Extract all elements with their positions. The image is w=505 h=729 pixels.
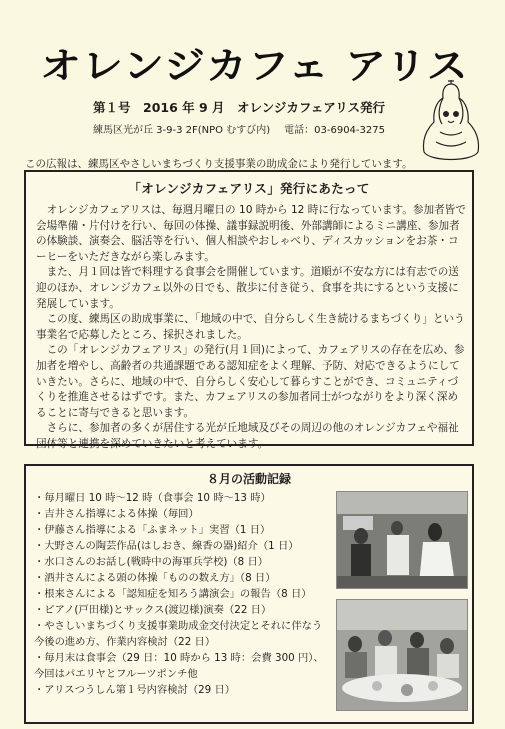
address-line bbox=[93, 121, 385, 136]
phone-text: 電話：03-6904-3275 bbox=[284, 125, 385, 136]
newsletter-title: オレンジカフェ アリス bbox=[40, 44, 469, 88]
intro-body bbox=[36, 203, 466, 453]
activities-heading: ８月の活動記録 bbox=[206, 472, 291, 486]
activities-list bbox=[34, 490, 330, 698]
list-item: ・酒井さんによる頭の体操「ものの数え方」（8 日） bbox=[34, 572, 276, 584]
list-item: ・やさしいまちづくり支援事業助成金交付決定とそれに伴なう今後の進め方、作業内容検討（22 日） bbox=[34, 620, 323, 648]
list-item: ・大野さんの陶芸作品(はしおき、線香の器)紹介（1 日） bbox=[34, 540, 299, 552]
intro-paragraph: また、月１回は皆で料理する食事会を開催しています。道順が不安な方には有志での送迎のほか、オレンジカフェ以外の日でも、散歩に付き従う、食事を共にするという支援に発展しています。 bbox=[36, 266, 459, 310]
list-item: ・根来さんによる「認知症を知ろう講演会」の報告（8 日） bbox=[34, 588, 312, 600]
list-item: ・伊藤さん指導による「ふまネット」実習（1 日） bbox=[34, 524, 271, 536]
intro-paragraph: オレンジカフェアリスは、毎週月曜日の 10 時から 12 時に行なっています。参加者皆で会場準備・片付けを行い、毎回の体操、議事録説明後、外部講師によるミニ講座、参加者の体験談、演奏会、脳活等を行い、個人相談やおしゃべり、ディスカッションをお茶・コーヒーをいただきながら楽しみます。 bbox=[36, 204, 466, 263]
intro-paragraph: この「オレンジカフェアリス」の発行(月１回)によって、カフェアリスの存在を広め、参加者を増やし、高齢者の共通課題である認知症をよく理解、予防、対応できるようにしていきたい。さらに、地域の中で、自分らしく安心して暮らすことができ、コミュニティづくりを推進させるはずです。また、カフェアリスの参加者同士がつながりをより深く深めることに寄与できると思います。 bbox=[36, 344, 465, 419]
intro-box bbox=[24, 170, 474, 450]
list-item: ・毎月末は食事会（29 日：10 時から 13 時：会費 300 円）、今回はパエリヤとフルーツポンチ他 bbox=[34, 652, 324, 680]
intro-paragraph: この度、練馬区の助成事業に、「地域の中で、自分らしく生き続けるまちづくり」という事業名で応募したところ、採択されました。 bbox=[36, 313, 465, 341]
activities-box bbox=[24, 464, 474, 724]
list-item: ・吉井さん指導による体操（毎回） bbox=[34, 508, 199, 520]
funding-note: この広報は、練馬区やさしいまちづくり支援事業の助成金により発行しています。 bbox=[25, 158, 413, 170]
intro-paragraph: さらに、参加者の多くが居住する光が丘地域及びその周辺の他のオレンジカフェや福祉団体等と連携を深めていきたいと考えています。 bbox=[36, 422, 459, 450]
issue-line: 第１号 2016 年 9 月 オレンジカフェアリス発行 bbox=[93, 100, 386, 115]
activity-photo-1 bbox=[336, 491, 468, 589]
list-item: ・水口さんのお話し(戦時中の海軍兵学校)（8 日） bbox=[34, 556, 269, 568]
list-item: ・ピアノ(戸田様)とサックス(渡辺様)演奏（22 日） bbox=[34, 604, 272, 616]
list-item: ・アリスつうしん第１号内容検討（29 日） bbox=[34, 684, 236, 696]
list-item: ・毎月曜日 10 時〜12 時（食事会 10 時〜13 時） bbox=[34, 492, 271, 504]
intro-heading: 「オレンジカフェアリス」発行にあたって bbox=[128, 181, 370, 196]
activity-photo-2 bbox=[336, 599, 468, 711]
address-text: 練馬区光が丘 3-9-3 2F(NPO むすび内) bbox=[93, 125, 271, 136]
